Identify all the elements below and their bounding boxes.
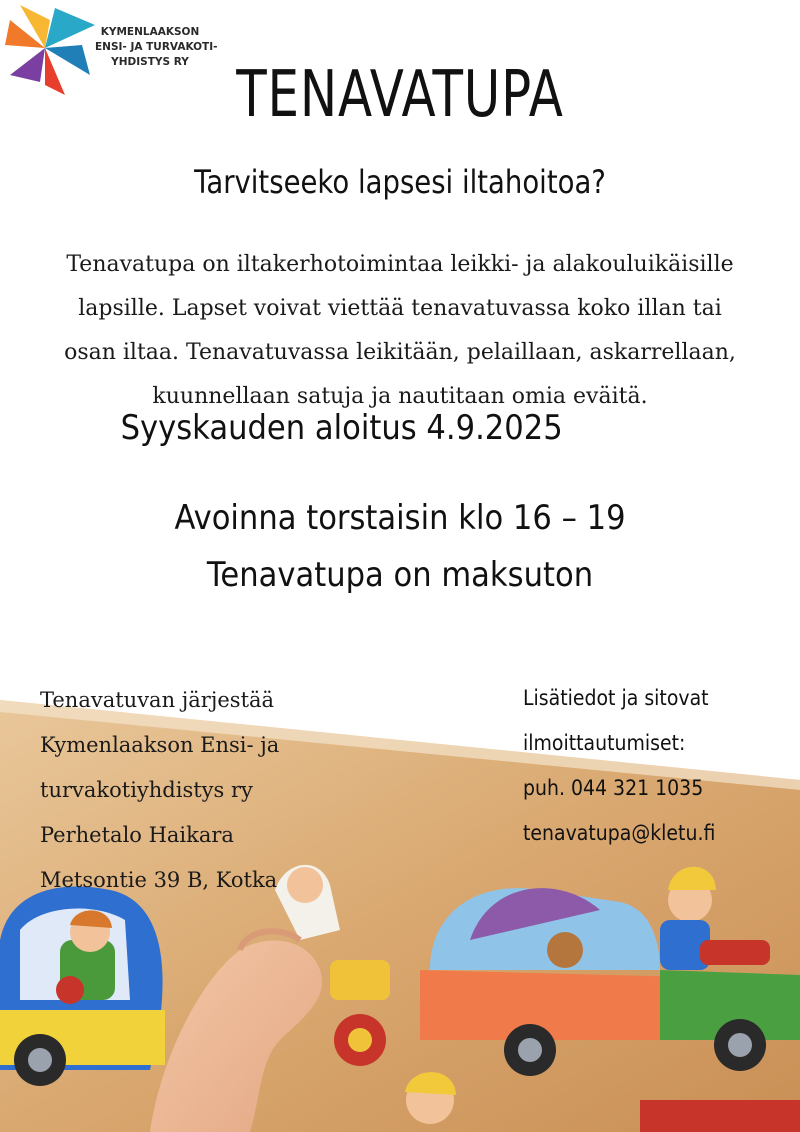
- contact-line: Lisätiedot ja sitovat: [523, 686, 709, 710]
- contact-info: [523, 676, 715, 856]
- intro-line: lapsille. Lapset voivat viettää tenavatuvassa koko illan tai: [78, 296, 722, 321]
- email-address: tenavatupa@kletu.fi: [523, 821, 716, 845]
- logo-line: YHDISTYS RY: [111, 56, 189, 68]
- organizer-line: Tenavatuvan järjestää: [40, 688, 275, 712]
- organizer-line: Metsontie 39 B, Kotka: [40, 868, 278, 892]
- intro-line: Tenavatupa on iltakerhotoimintaa leikki- ja alakouluikäisille: [66, 252, 734, 277]
- poster-subtitle: Tarvitseeko lapsesi iltahoitoa?: [194, 163, 606, 201]
- intro-line: kuunnellaan satuja ja nautitaan omia eväitä.: [152, 384, 648, 409]
- intro-line: osan iltaa. Tenavatuvassa leikitään, pelaillaan, askarrellaan,: [64, 340, 736, 365]
- logo-line: KYMENLAAKSON: [100, 26, 200, 38]
- intro-paragraph: [40, 243, 760, 419]
- contact-line: ilmoittautumiset:: [523, 731, 686, 755]
- opening-hours: Avoinna torstaisin klo 16 – 19: [174, 498, 626, 538]
- pinwheel-logo-icon: [0, 0, 95, 100]
- season-start: Syyskauden aloitus 4.9.2025: [120, 408, 563, 448]
- organizer-line: Kymenlaakson Ensi- ja: [40, 733, 280, 757]
- phone-number: puh. 044 321 1035: [523, 776, 704, 800]
- poster-title: TENAVATUPA: [236, 58, 564, 132]
- organizer-info: [40, 678, 279, 903]
- logo-line: ENSI- JA TURVAKOTI-: [95, 41, 218, 53]
- price-note: Tenavatupa on maksuton: [206, 555, 594, 595]
- organizer-line: turvakotiyhdistys ry: [40, 778, 253, 802]
- organizer-line: Perhetalo Haikara: [40, 823, 234, 847]
